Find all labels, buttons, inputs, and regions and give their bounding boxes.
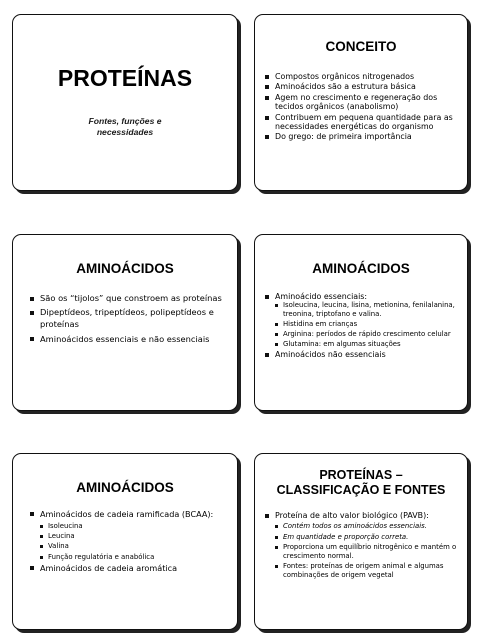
sub-bullet-item: Valina — [40, 542, 223, 551]
slide-subtitle — [13, 116, 237, 138]
slide-aminoacidos-1 — [12, 234, 238, 411]
bullet-item: Dipeptídeos, tripeptídeos, polipeptídeos e proteínas — [30, 306, 223, 330]
slide-proteinas-classificacao — [254, 453, 468, 630]
bullet-item: Aminoácidos são a estrutura básica — [265, 82, 459, 91]
sub-bullet-list — [40, 522, 223, 562]
slide-aminoacidos-2 — [254, 234, 468, 411]
bullet-item: Compostos orgânicos nitrogenados — [265, 72, 459, 81]
bullet-list — [265, 72, 459, 143]
bullet-item — [265, 511, 459, 579]
sub-bullet-item: Histidina em crianças — [275, 320, 459, 328]
sub-bullet-item: Função regulatória e anabólica — [40, 553, 223, 562]
heading-line: PROTEÍNAS – — [319, 468, 403, 482]
bullet-item: Agem no crescimento e regeneração dos tecidos orgânicos (anabolismo) — [265, 93, 459, 112]
bullet-list — [30, 509, 223, 574]
bullet-item: Do grego: de primeira importância — [265, 132, 459, 141]
sub-bullet-list — [275, 522, 459, 579]
bullet-item: Aminoácidos não essenciais — [265, 350, 459, 359]
sub-bullet-item: Em quantidade e proporção correta. — [275, 533, 459, 542]
bullet-item: Aminoácidos essenciais e não essenciais — [30, 333, 223, 345]
sub-bullet-item: Isoleucina — [40, 522, 223, 531]
sub-bullet-item: Arginina: períodos de rápido crescimento celular — [275, 330, 459, 338]
slide-aminoacidos-3 — [12, 453, 238, 630]
slide-heading: CONCEITO — [325, 39, 397, 54]
bullet-item: São os “tijolos” que constroem as proteínas — [30, 292, 223, 304]
sub-bullet-item: Proporciona um equilíbrio nitrogênico e mantém o crescimento normal. — [275, 543, 459, 560]
slide-heading: AMINOÁCIDOS — [312, 261, 410, 276]
bullet-text: Aminoácidos de cadeia ramificada (BCAA): — [40, 509, 214, 519]
bullet-list — [265, 292, 459, 360]
sub-bullet-item: Leucina — [40, 532, 223, 541]
slide-heading: AMINOÁCIDOS — [76, 261, 174, 276]
bullet-text: Proteína de alto valor biológico (PAVB): — [275, 511, 429, 520]
subtitle-line: necessidades — [96, 127, 154, 137]
bullet-list — [265, 511, 459, 581]
bullet-list — [30, 292, 223, 347]
bullet-item — [30, 509, 223, 561]
sub-bullet-item: Contém todos os aminoácidos essenciais. — [275, 522, 459, 531]
bullet-item — [265, 292, 459, 348]
heading-line: CLASSIFICAÇÃO E FONTES — [276, 483, 446, 497]
sub-bullet-item: Fontes: proteínas de origem animal e algumas combinações de origem vegetal — [275, 562, 459, 579]
slide-title — [12, 14, 238, 191]
sub-bullet-list — [275, 301, 459, 348]
subtitle-line: Fontes, funções e — [88, 116, 162, 126]
bullet-item: Contribuem em pequena quantidade para as necessidades energéticas do organismo — [265, 113, 459, 132]
slide-heading — [255, 468, 467, 498]
slide-main-title: PROTEÍNAS — [57, 65, 193, 91]
sub-bullet-item: Isoleucina, leucina, lisina, metionina, fenilalanina, treonina, triptofano e valina. — [275, 301, 459, 318]
slide-conceito — [254, 14, 468, 191]
bullet-text: Aminoácido essenciais: — [275, 292, 368, 301]
bullet-item: Aminoácidos de cadeia aromática — [30, 563, 223, 574]
sub-bullet-item: Glutamina: em algumas situações — [275, 340, 459, 348]
slide-heading: AMINOÁCIDOS — [76, 480, 174, 495]
